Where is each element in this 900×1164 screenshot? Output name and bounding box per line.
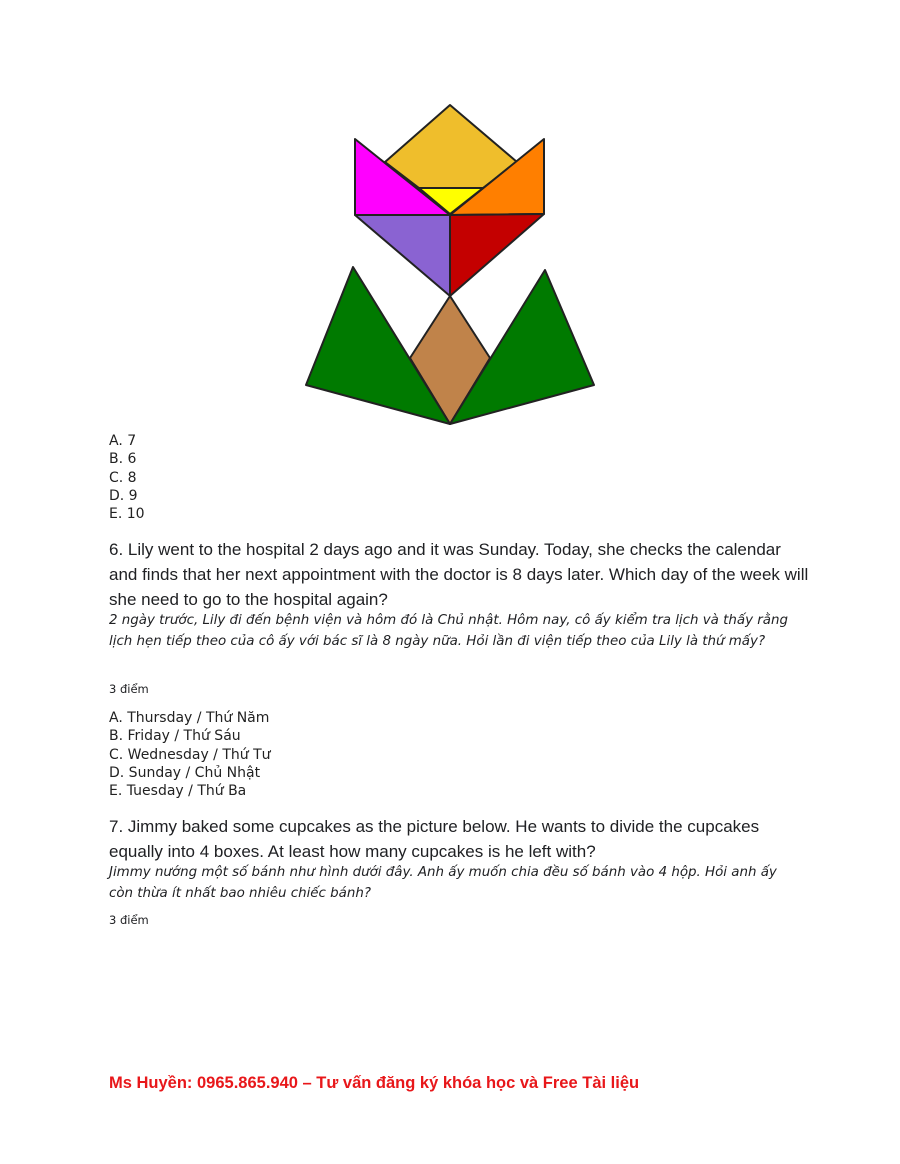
q5-option-e: E. 10 <box>109 506 145 523</box>
q5-option-b: B. 6 <box>109 451 137 468</box>
q6-points-label: 3 điểm <box>109 682 149 696</box>
q5-options-list <box>109 432 145 523</box>
q5-option-c: C. 8 <box>109 469 137 486</box>
q7-question-english: 7. Jimmy baked some cupcakes as the picture below. He wants to divide the cupcakes equally into 4 boxes. At least how many cupcakes is he left with? <box>109 817 760 861</box>
q7-points-label: 3 điểm <box>109 913 149 927</box>
q6-option-e: E. Tuesday / Thứ Ba <box>109 783 247 800</box>
q5-option-a: A. 7 <box>109 433 137 449</box>
q6-question-english: 6. Lily went to the hospital 2 days ago and it was Sunday. Today, she checks the calendar and finds that her next appointment with the doctor is 8 days later. Which day of the week will she need to go to the hospital again? <box>109 540 809 609</box>
q6-option-b: B. Friday / Thứ Sáu <box>109 728 241 745</box>
lower-left-triangle-shape <box>355 215 450 296</box>
q6-options-list <box>109 709 271 800</box>
q6-option-c: C. Wednesday / Thứ Tư <box>109 746 271 763</box>
top-square-shape <box>385 105 517 188</box>
q6-option-a: A. Thursday / Thứ Năm <box>109 710 270 726</box>
q7-question-vietnamese: Jimmy nướng một số bánh như hình dưới đây. Anh ấy muốn chia đều số bánh vào 4 hộp. Hỏi anh ấy còn thừa ít nhất bao nhiêu chiếc bánh? <box>109 865 777 901</box>
footer-contact-line: Ms Huyền: 0965.865.940 – Tư vấn đăng ký khóa học và Free Tài liệu <box>109 1074 640 1092</box>
q6-question-vietnamese: 2 ngày trước, Lily đi đến bệnh viện và hôm đó là Chủ nhật. Hôm nay, cô ấy kiểm tra lịch và thấy rằng lịch hẹn tiếp theo của cô ấy với bác sĩ là 8 ngày nữa. Hỏi lần đi viện tiếp theo của Lily là thứ mấy? <box>109 613 788 649</box>
q5-option-d: D. 9 <box>109 487 138 504</box>
tangram-tulip-icon <box>300 100 600 430</box>
tangram-tulip-figure <box>300 100 600 430</box>
q6-option-d: D. Sunday / Chủ Nhật <box>109 764 261 781</box>
lower-right-triangle-shape <box>450 214 544 296</box>
